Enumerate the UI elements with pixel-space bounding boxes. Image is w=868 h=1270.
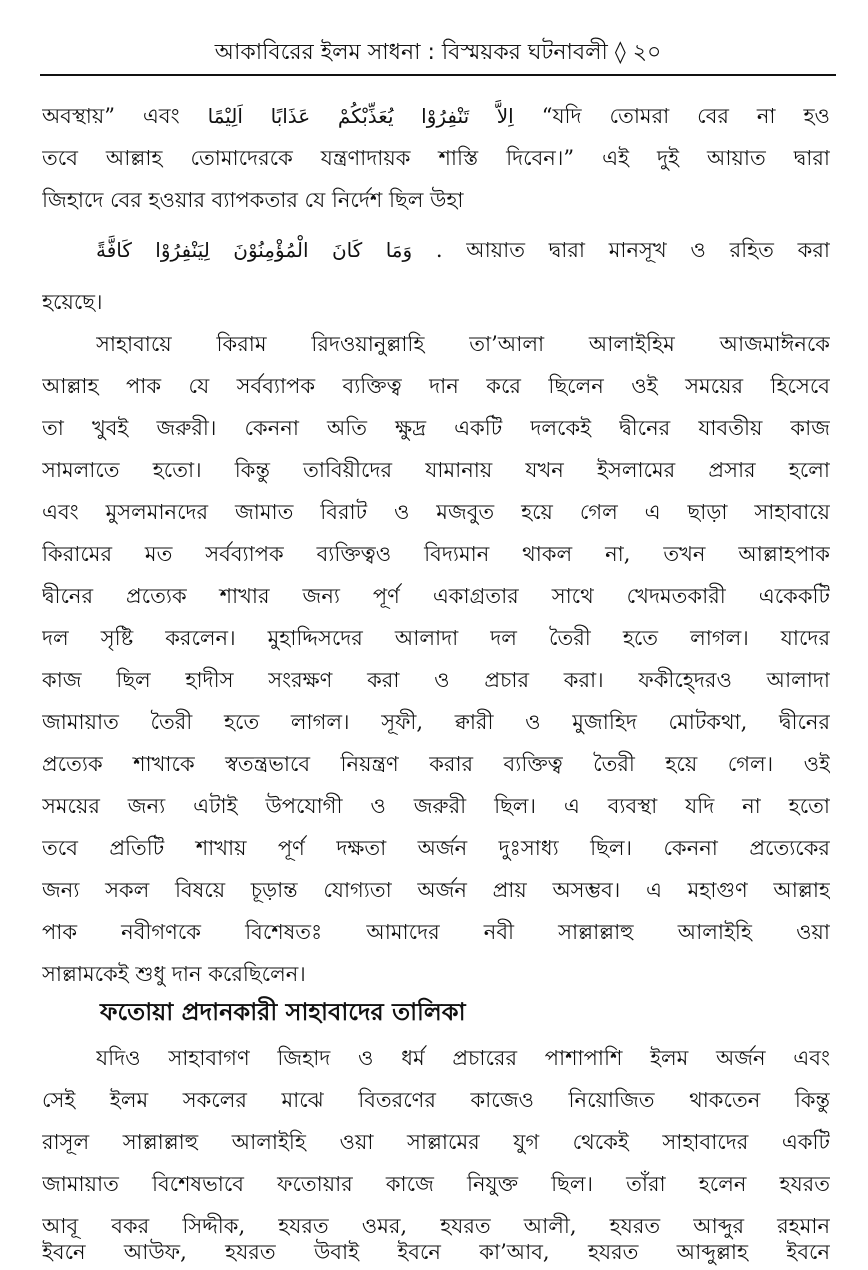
text-line: হয়েছে। (42, 290, 103, 314)
text-fragment: “যদি তোমরা বের না হও (541, 104, 830, 128)
text-line: সাল্লামকেই শুধু দান করেছিলেন। (42, 962, 306, 986)
text-line: কিরামের মত সর্বব্যাপক ব্যক্তিত্বও বিদ্যমান থাকল না, তখন আল্লাহপাক (42, 542, 830, 566)
text-line: সময়ের জন্য এটাই উপযোগী ও জরুরী ছিল। এ ব্যবস্থা যদি না হতো (42, 794, 830, 818)
text-line: প্রত্যেক শাখাকে স্বতন্ত্রভাবে নিয়ন্ত্রণ করার ব্যক্তিত্ব তৈরী হয়ে গেল। ওই (42, 752, 830, 776)
arabic-verse: وَمَا كَانَ الْمُؤْمِنُوْنَ لِيَنْفِرُوْا كَافَّةً (96, 238, 413, 262)
running-header: আকাবিরের ইলম সাধনা : বিস্ময়কর ঘটনাবলী ◊ ২০ (214, 40, 662, 65)
text-fragment: . আয়াত দ্বারা মানসূখ ও রহিত করা (435, 238, 830, 262)
text-line: আল্লাহ পাক যে সর্বব্যাপক ব্যক্তিত্ব দান করে ছিলেন ওই সময়ের হিসেবে (42, 374, 830, 398)
text-line: সাহাবায়ে কিরাম রিদওয়ানুল্লাহি তা’আলা আলাইহিম আজমাঈনকে (96, 332, 830, 356)
header-divider (40, 74, 836, 76)
text-line: জন্য সকল বিষয়ে চূড়ান্ত যোগ্যতা অর্জন প্রায় অসম্ভব। এ মহাগুণ আল্লাহ (42, 878, 830, 902)
text-line: তবে প্রতিটি শাখায় পূর্ণ দক্ষতা অর্জন দুঃসাধ্য ছিল। কেননা প্রত্যেকের (42, 836, 830, 860)
text-fragment: অবস্থায়” এবং (42, 104, 180, 128)
text-line: এবং মুসলমানদের জামাত বিরাট ও মজবুত হয়ে গেল এ ছাড়া সাহাবায়ে (42, 500, 830, 524)
text-line: সেই ইলম সকলের মাঝে বিতরণের কাজেও নিয়োজিত থাকতেন কিন্তু (42, 1088, 830, 1112)
text-line: তা খুবই জরুরী। কেননা অতি ক্ষুদ্র একটি দলকেই দ্বীনের যাবতীয় কাজ (42, 416, 830, 440)
text-line (42, 96, 830, 136)
text-line: দ্বীনের প্রত্যেক শাখার জন্য পূর্ণ একাগ্রতার সাথে খেদমতকারী একেকটি (42, 584, 830, 608)
text-line: সামলাতে হতো। কিন্তু তাবিয়ীদের যামানায় যখন ইসলামের প্রসার হলো (42, 458, 830, 482)
text-line (96, 230, 830, 270)
text-line: ইবনে আউফ, হযরত উবাই ইবনে কা’আব, হযরত আব্দুল্লাহ ইবনে (42, 1240, 830, 1264)
text-line: জামায়াত বিশেষভাবে ফতোয়ার কাজে নিযুক্ত ছিল। তাঁরা হলেন হযরত (42, 1172, 830, 1196)
text-line: আবূ বকর সিদ্দীক, হযরত ওমর, হযরত আলী, হযরত আব্দুর রহমান (42, 1214, 830, 1238)
section-heading: ফতোয়া প্রদানকারী সাহাবাদের তালিকা (100, 998, 466, 1026)
arabic-verse: اِلاَّ تَنْفِرُوْا يُعَذِّبْكُمْ عَذَابًا اَلِيْمًا (207, 104, 514, 128)
text-line: পাক নবীগণকে বিশেষতঃ আমাদের নবী সাল্লাল্লাহু আলাইহি ওয়া (42, 920, 830, 944)
text-line: দল সৃষ্টি করলেন। মুহাদ্দিসদের আলাদা দল তৈরী হতে লাগল। যাদের (42, 626, 830, 650)
text-line: জামায়াত তৈরী হতে লাগল। সূফী, ক্বারী ও মুজাহিদ মোটকথা, দ্বীনের (42, 710, 830, 734)
text-line: জিহাদে বের হওয়ার ব্যাপকতার যে নির্দেশ ছিল উহা (42, 188, 464, 212)
text-line: যদিও সাহাবাগণ জিহাদ ও ধর্ম প্রচারের পাশাপাশি ইলম অর্জন এবং (96, 1046, 830, 1070)
text-line: তবে আল্লাহ তোমাদেরকে যন্ত্রণাদায়ক শাস্তি দিবেন।” এই দুই আয়াত দ্বারা (42, 146, 830, 170)
text-line: কাজ ছিল হাদীস সংরক্ষণ করা ও প্রচার করা। ফকীহ্দেরও আলাদা (42, 668, 830, 692)
text-line: রাসূল সাল্লাল্লাহু আলাইহি ওয়া সাল্লামের যুগ থেকেই সাহাবাদের একটি (42, 1130, 830, 1154)
